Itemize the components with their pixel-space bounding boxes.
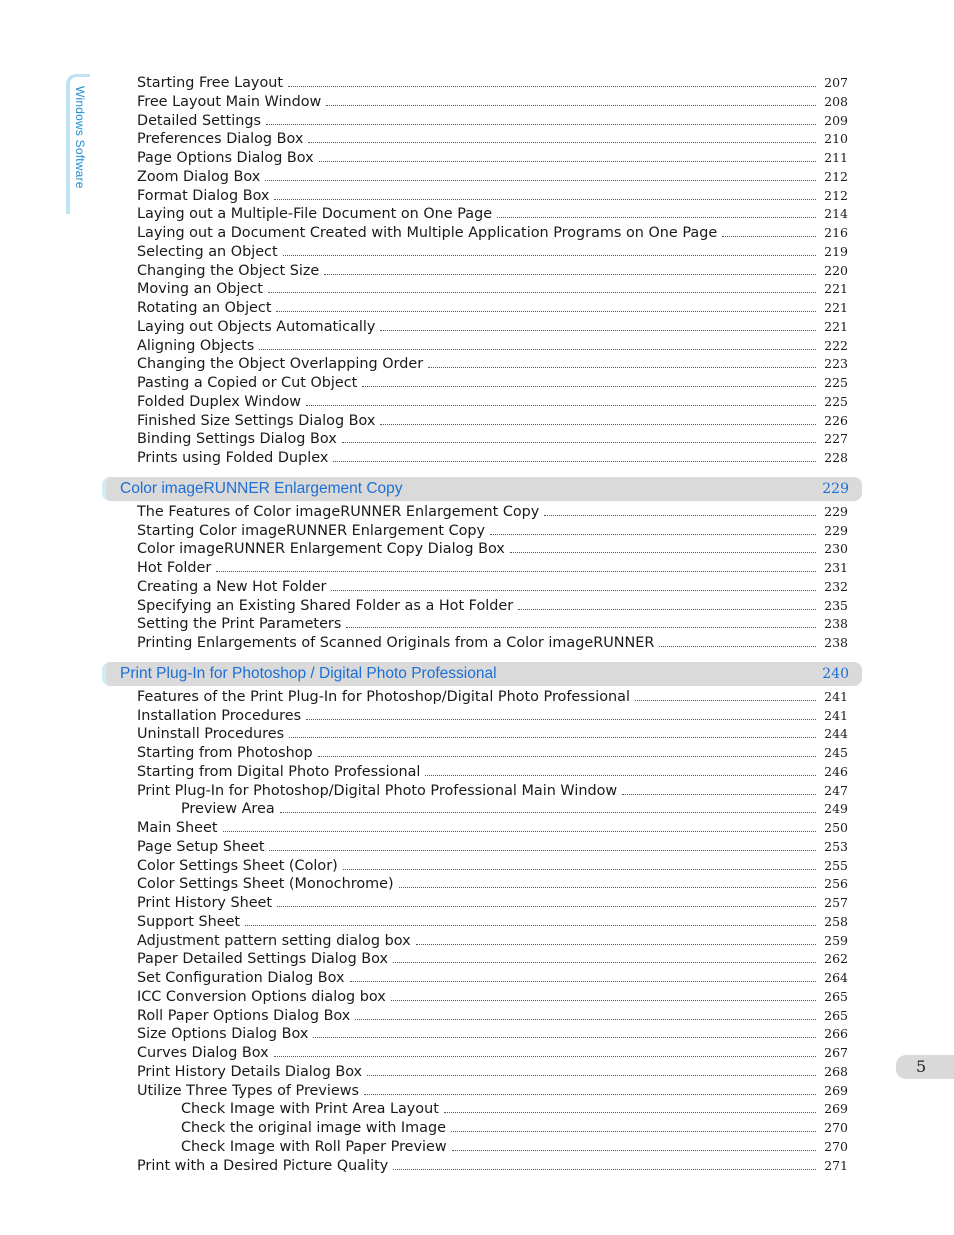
toc-entry-page: 269 xyxy=(824,1082,848,1098)
toc-dot-leader xyxy=(324,274,816,275)
toc-dot-leader xyxy=(367,1075,816,1076)
toc-entry-page: 259 xyxy=(824,932,848,948)
toc-entry-page: 221 xyxy=(824,318,848,334)
toc-entry[interactable] xyxy=(137,932,848,950)
toc-entry[interactable] xyxy=(137,913,848,931)
toc-sub-entry[interactable] xyxy=(181,1138,848,1156)
toc-entry[interactable] xyxy=(137,299,848,317)
toc-dot-leader xyxy=(318,756,816,757)
sidebar-section-label: Windows Software xyxy=(73,86,87,189)
toc-dot-leader xyxy=(269,850,816,851)
toc-entry-page: 219 xyxy=(824,243,848,259)
toc-entry-title: Specifying an Existing Shared Folder as a Hot Folder xyxy=(137,597,514,614)
toc-entry-title: Starting from Digital Photo Professional xyxy=(137,763,421,780)
toc-entry-page: 255 xyxy=(824,857,848,873)
toc-sub-entry[interactable] xyxy=(181,1119,848,1137)
toc-dot-leader xyxy=(331,590,816,591)
toc-entry[interactable] xyxy=(137,243,848,261)
toc-entry[interactable] xyxy=(137,540,848,558)
toc-entry-page: 265 xyxy=(824,1007,848,1023)
toc-entry-title: ICC Conversion Options dialog box xyxy=(137,988,386,1005)
toc-dot-leader xyxy=(268,292,816,293)
toc-entry-title: Color imageRUNNER Enlargement Copy Dialog Box xyxy=(137,541,505,558)
toc-dot-leader xyxy=(259,349,816,350)
toc-entry-page: 225 xyxy=(824,375,848,390)
toc-entry[interactable] xyxy=(137,988,848,1006)
toc-entry-title: Selecting an Object xyxy=(137,243,278,260)
toc-dot-leader xyxy=(274,1056,816,1057)
toc-dot-leader xyxy=(216,571,816,572)
toc-dot-leader xyxy=(451,1131,816,1132)
toc-entry-title: Prints using Folded Duplex xyxy=(137,450,329,466)
toc-dot-leader xyxy=(425,775,816,776)
toc-entry-page: 249 xyxy=(824,801,848,817)
toc-section-title: Print Plug-In for Photoshop / Digital Photo Professional xyxy=(120,664,497,682)
toc-entry-page: 229 xyxy=(824,522,848,538)
toc-entry[interactable] xyxy=(137,112,848,130)
toc-entry-title: Paper Detailed Settings Dialog Box xyxy=(137,951,389,968)
toc-entry[interactable] xyxy=(137,744,848,762)
toc-section-heading[interactable] xyxy=(102,477,862,501)
toc-entry-page: 212 xyxy=(824,187,848,203)
toc-dot-leader xyxy=(659,646,816,647)
toc-dot-leader xyxy=(362,386,816,387)
toc-entry-page: 209 xyxy=(824,112,848,128)
toc-entry[interactable] xyxy=(137,707,848,725)
toc-entry-page: 223 xyxy=(824,356,848,372)
toc-entry-page: 258 xyxy=(824,913,848,929)
toc-dot-leader xyxy=(428,367,816,368)
toc-entry[interactable] xyxy=(137,205,848,223)
toc-entry-title: The Features of Color imageRUNNER Enlargement Copy xyxy=(137,503,540,520)
toc-dot-leader xyxy=(544,515,816,516)
toc-entry-page: 247 xyxy=(824,782,848,798)
toc-dot-leader xyxy=(283,255,816,256)
toc-entry-title: Starting from Photoshop xyxy=(137,745,313,761)
toc-entry[interactable] xyxy=(137,763,848,781)
toc-dot-leader xyxy=(497,217,816,218)
toc-entry-title: Features of the Print Plug-In for Photoshop/Digital Photo Professional xyxy=(137,688,630,705)
toc-entry-title: Curves Dialog Box xyxy=(137,1045,269,1061)
toc-entry[interactable] xyxy=(137,819,848,837)
toc-entry[interactable] xyxy=(137,950,848,968)
toc-entry[interactable] xyxy=(137,1007,848,1025)
toc-entry-title: Finished Size Settings Dialog Box xyxy=(137,412,376,429)
toc-entry[interactable] xyxy=(137,597,848,615)
toc-entry-page: 257 xyxy=(824,895,848,910)
toc-entry-title: Creating a New Hot Folder xyxy=(137,578,327,595)
toc-entry[interactable] xyxy=(137,782,848,800)
toc-entry-page: 221 xyxy=(824,300,848,315)
toc-dot-leader xyxy=(510,552,816,553)
toc-dot-leader xyxy=(380,330,816,331)
toc-entry-title: Preferences Dialog Box xyxy=(137,131,304,148)
toc-entry[interactable] xyxy=(137,1063,848,1081)
toc-sub-entry[interactable] xyxy=(181,800,848,818)
toc-entry[interactable] xyxy=(137,725,848,743)
toc-entry-title: Size Options Dialog Box xyxy=(137,1026,309,1043)
toc-entry-title: Check Image with Roll Paper Preview xyxy=(181,1138,447,1155)
toc-section-title: Color imageRUNNER Enlargement Copy xyxy=(120,479,403,497)
toc-entry-page: 267 xyxy=(824,1045,848,1060)
toc-entry-title: Set Configuration Dialog Box xyxy=(137,970,345,986)
toc-dot-leader xyxy=(490,534,816,535)
toc-entry[interactable] xyxy=(137,1157,848,1175)
toc-dot-leader xyxy=(333,461,816,462)
toc-entry-title: Check Image with Print Area Layout xyxy=(181,1101,439,1118)
toc-dot-leader xyxy=(391,1000,816,1001)
toc-entry[interactable] xyxy=(137,280,848,298)
toc-entry-page: 265 xyxy=(824,988,848,1004)
toc-entry-title: Adjustment pattern setting dialog box xyxy=(137,932,411,949)
toc-entry-title: Laying out Objects Automatically xyxy=(137,318,376,335)
toc-dot-leader xyxy=(399,887,816,888)
toc-entry-page: 214 xyxy=(824,206,848,222)
toc-dot-leader xyxy=(289,737,816,738)
toc-entry-title: Main Sheet xyxy=(137,820,218,836)
toc-dot-leader xyxy=(393,962,816,963)
toc-entry-title: Page Options Dialog Box xyxy=(137,150,314,166)
toc-entry-title: Zoom Dialog Box xyxy=(137,168,261,185)
toc-entry-title: Folded Duplex Window xyxy=(137,393,302,410)
toc-entry-title: Laying out a Multiple-File Document on One Page xyxy=(137,206,493,223)
toc-entry-title: Check the original image with Image xyxy=(181,1120,446,1136)
toc-entry-title: Binding Settings Dialog Box xyxy=(137,431,337,448)
toc-section-page: 240 xyxy=(822,665,849,682)
toc-entry-title: Free Layout Main Window xyxy=(137,93,322,110)
toc-entry-page: 269 xyxy=(824,1101,848,1117)
toc-entry-title: Print Plug-In for Photoshop/Digital Photo Professional Main Window xyxy=(137,782,618,799)
toc-entry[interactable] xyxy=(137,503,848,521)
toc-entry-page: 232 xyxy=(824,578,848,594)
toc-entry-title: Color Settings Sheet (Color) xyxy=(137,857,338,874)
toc-entry-title: Starting Color imageRUNNER Enlargement Copy xyxy=(137,522,486,539)
toc-dot-leader xyxy=(266,124,816,125)
toc-dot-leader xyxy=(350,981,816,982)
toc-entry-page: 246 xyxy=(824,763,848,779)
toc-entry[interactable] xyxy=(137,262,848,280)
toc-entry-title: Printing Enlargements of Scanned Originals from a Color imageRUNNER xyxy=(137,635,655,651)
toc-entry-page: 212 xyxy=(824,168,848,184)
toc-dot-leader xyxy=(280,812,816,813)
toc-entry-page: 241 xyxy=(824,688,848,704)
toc-dot-leader xyxy=(288,86,816,87)
toc-entry-page: 226 xyxy=(824,412,848,428)
toc-entry-title: Print History Details Dialog Box xyxy=(137,1063,363,1080)
toc-entry-page: 230 xyxy=(824,541,848,557)
toc-dot-leader xyxy=(277,906,816,907)
toc-dot-leader xyxy=(306,405,816,406)
toc-entry-page: 250 xyxy=(824,820,848,835)
toc-dot-leader xyxy=(416,944,816,945)
toc-entry[interactable] xyxy=(137,393,848,411)
toc-entry-page: 270 xyxy=(824,1120,848,1135)
toc-entry-page: 221 xyxy=(824,281,848,297)
toc-entry[interactable] xyxy=(137,688,848,706)
toc-entry-page: 256 xyxy=(824,876,848,892)
toc-entry-page: 207 xyxy=(824,75,848,90)
toc-entry-title: Hot Folder xyxy=(137,560,212,576)
toc-dot-leader xyxy=(380,424,816,425)
toc-dot-leader xyxy=(342,442,816,443)
toc-entry-page: 238 xyxy=(824,616,848,632)
toc-entry[interactable] xyxy=(137,93,848,111)
page-number: 5 xyxy=(916,1057,927,1076)
toc-entry-page: 208 xyxy=(824,93,848,109)
toc-entry-page: 211 xyxy=(824,150,848,165)
toc-entry[interactable] xyxy=(137,224,848,242)
toc-dot-leader xyxy=(276,311,816,312)
toc-entry-page: 264 xyxy=(824,970,848,985)
toc-dot-leader xyxy=(274,199,816,200)
toc-dot-leader xyxy=(245,925,816,926)
toc-entry[interactable] xyxy=(137,634,848,652)
toc-entry-title: Roll Paper Options Dialog Box xyxy=(137,1007,351,1024)
toc-entry-title: Print with a Desired Picture Quality xyxy=(137,1157,389,1174)
toc-entry-page: 266 xyxy=(824,1026,848,1042)
toc-entry-title: Starting Free Layout xyxy=(137,75,284,91)
toc-entry-title: Support Sheet xyxy=(137,913,241,930)
toc-entry[interactable] xyxy=(137,74,848,92)
toc-entry-page: 216 xyxy=(824,225,848,240)
toc-entry-title: Laying out a Document Created with Multiple Application Programs on One Page xyxy=(137,225,718,241)
toc-entry[interactable] xyxy=(137,412,848,430)
toc-entry[interactable] xyxy=(137,430,848,448)
toc-entry[interactable] xyxy=(137,374,848,392)
toc-entry-title: Preview Area xyxy=(181,801,275,818)
toc-entry[interactable] xyxy=(137,318,848,336)
toc-dot-leader xyxy=(622,794,816,795)
toc-entry-page: 253 xyxy=(824,838,848,854)
toc-dot-leader xyxy=(326,105,816,106)
toc-entry[interactable] xyxy=(137,615,848,633)
toc-entry[interactable] xyxy=(137,522,848,540)
toc-entry-title: Rotating an Object xyxy=(137,300,272,316)
toc-entry[interactable] xyxy=(137,969,848,987)
toc-entry-title: Installation Procedures xyxy=(137,707,302,724)
toc-dot-leader xyxy=(722,236,816,237)
toc-entry-title: Utilize Three Types of Previews xyxy=(137,1082,360,1099)
toc-entry-title: Changing the Object Overlapping Order xyxy=(137,356,424,373)
toc-entry-page: 220 xyxy=(824,262,848,278)
toc-entry[interactable] xyxy=(137,337,848,355)
toc-entry-page: 231 xyxy=(824,560,848,575)
toc-section-heading[interactable] xyxy=(102,662,862,686)
toc-entry-title: Color Settings Sheet (Monochrome) xyxy=(137,876,394,893)
toc-dot-leader xyxy=(223,831,816,832)
toc-entry-title: Moving an Object xyxy=(137,281,263,298)
toc-entry-title: Uninstall Procedures xyxy=(137,726,285,743)
toc-entry[interactable] xyxy=(137,894,848,912)
toc-entry-page: 210 xyxy=(824,131,848,147)
toc-entry[interactable] xyxy=(137,857,848,875)
toc-section-page: 229 xyxy=(822,480,849,497)
toc-entry[interactable] xyxy=(137,355,848,373)
toc-entry[interactable] xyxy=(137,578,848,596)
toc-entry-page: 227 xyxy=(824,431,848,447)
toc-entry[interactable] xyxy=(137,1082,848,1100)
toc-dot-leader xyxy=(452,1150,816,1151)
toc-entry-title: Format Dialog Box xyxy=(137,187,270,204)
toc-entry[interactable] xyxy=(137,449,848,467)
toc-dot-leader xyxy=(355,1019,816,1020)
toc-entry-title: Changing the Object Size xyxy=(137,262,320,279)
toc-dot-leader xyxy=(518,609,816,610)
toc-entry-page: 228 xyxy=(824,450,848,465)
toc-entry-page: 270 xyxy=(824,1138,848,1154)
toc-entry-page: 235 xyxy=(824,597,848,613)
toc-dot-leader xyxy=(343,869,816,870)
toc-entry-page: 244 xyxy=(824,726,848,742)
toc-dot-leader xyxy=(265,180,816,181)
toc-entry-title: Pasting a Copied or Cut Object xyxy=(137,375,358,391)
toc-entry-page: 225 xyxy=(824,393,848,409)
toc-entry-page: 271 xyxy=(824,1157,848,1173)
toc-dot-leader xyxy=(393,1169,816,1170)
toc-entry[interactable] xyxy=(137,875,848,893)
toc-entry-title: Aligning Objects xyxy=(137,337,255,354)
toc-entry-page: 222 xyxy=(824,337,848,353)
toc-entry[interactable] xyxy=(137,130,848,148)
toc-entry-page: 229 xyxy=(824,503,848,519)
toc-entry[interactable] xyxy=(137,838,848,856)
toc-entry[interactable] xyxy=(137,1025,848,1043)
toc-dot-leader xyxy=(444,1112,816,1113)
toc-dot-leader xyxy=(308,142,816,143)
toc-entry-page: 241 xyxy=(824,707,848,723)
toc-entry[interactable] xyxy=(137,1044,848,1062)
toc-entry-title: Page Setup Sheet xyxy=(137,838,265,855)
toc-entry-page: 268 xyxy=(824,1063,848,1079)
toc-sub-entry[interactable] xyxy=(181,1100,848,1118)
toc-entry-page: 262 xyxy=(824,951,848,967)
toc-entry[interactable] xyxy=(137,168,848,186)
toc-dot-leader xyxy=(346,627,816,628)
toc-entry-page: 245 xyxy=(824,745,848,760)
toc-dot-leader xyxy=(635,700,816,701)
toc-dot-leader xyxy=(306,719,816,720)
toc-dot-leader xyxy=(364,1094,816,1095)
toc-entry[interactable] xyxy=(137,149,848,167)
toc-dot-leader xyxy=(319,161,816,162)
toc-entry-page: 238 xyxy=(824,635,848,650)
toc-entry-title: Print History Sheet xyxy=(137,895,273,911)
toc-entry[interactable] xyxy=(137,187,848,205)
toc-dot-leader xyxy=(313,1037,816,1038)
toc-entry-title: Detailed Settings xyxy=(137,112,261,129)
toc-entry-title: Setting the Print Parameters xyxy=(137,616,342,633)
toc-entry[interactable] xyxy=(137,559,848,577)
